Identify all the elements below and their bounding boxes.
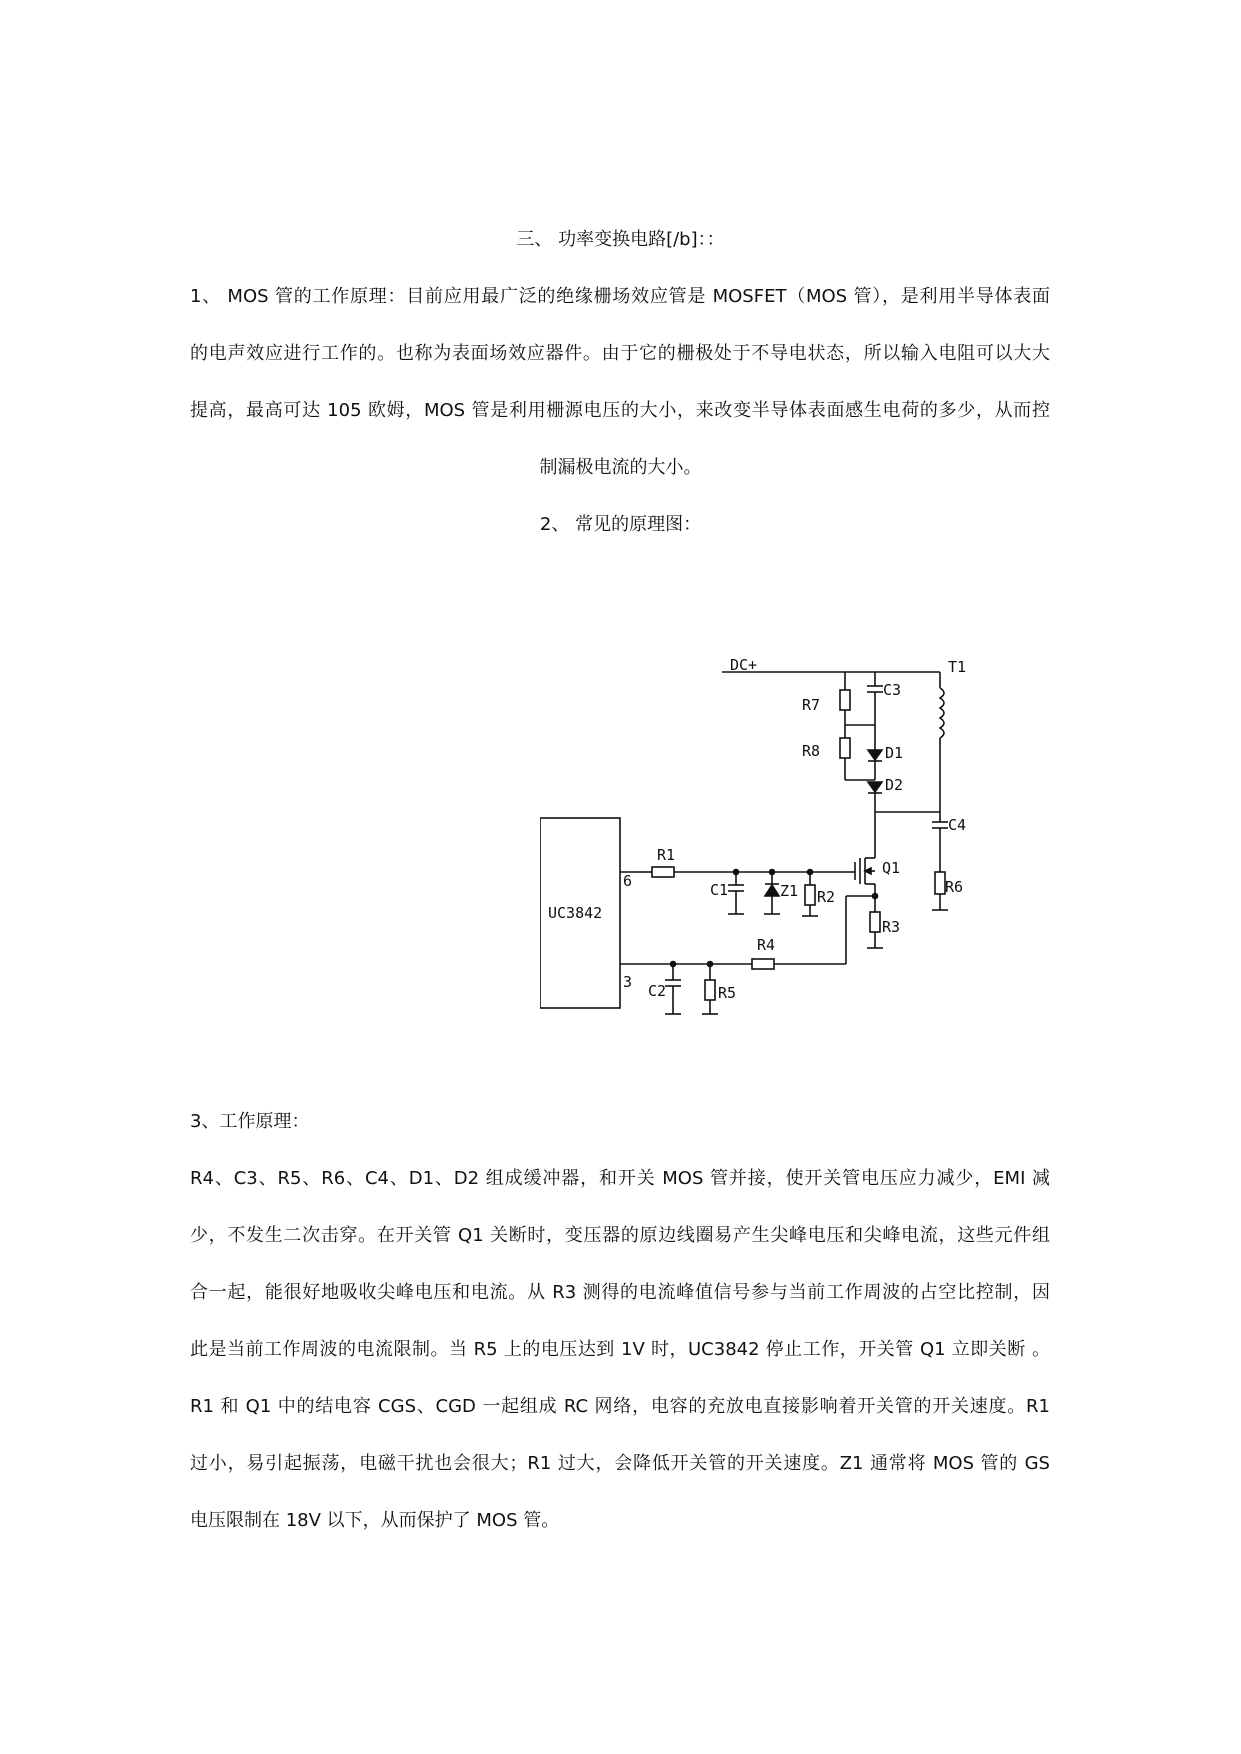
t1-label: T1 — [948, 658, 967, 676]
r5-label: R5 — [718, 984, 737, 1002]
c3-label: C3 — [883, 681, 902, 699]
paragraph-1-line-3: 提高，最高可达 105 欧姆，MOS 管是利用栅源电压的大小，来改变半导体表面感生电荷的多少，从而控 — [190, 400, 1050, 421]
d1-label: D1 — [885, 744, 904, 762]
pin-3-label: 3 — [623, 973, 633, 991]
z1-zener — [765, 885, 779, 896]
paragraph-1-line-1: 1、 MOS 管的工作原理：目前应用最广泛的绝缘栅场效应管是 MOSFET（MOS 管），是利用半导体表面 — [190, 286, 1050, 307]
c1-label: C1 — [710, 881, 729, 899]
subheading-schematic: 2、 常见的原理图： — [539, 514, 702, 535]
dc-plus-label: DC+ — [730, 656, 758, 674]
paragraph-3-line-1: R4、C3、R5、R6、C4、D1、D2 组成缓冲器，和开关 MOS 管并接，使开关管电压应力减少，EMI 减 — [190, 1168, 1050, 1189]
r8-label: R8 — [802, 742, 821, 760]
paragraph-3-line-2: 少，不发生二次击穿。在开关管 Q1 关断时，变压器的原边线圈易产生尖峰电压和尖峰电流，这些元件组 — [190, 1225, 1050, 1246]
r7-resistor — [840, 690, 850, 710]
r8-resistor — [840, 738, 850, 758]
r4-resistor — [752, 959, 774, 969]
r7-label: R7 — [802, 696, 821, 714]
paragraph-3-line-6: 过小，易引起振荡，电磁干扰也会很大；R1 过大，会降低开关管的开关速度。Z1 通常将 MOS 管的 GS — [190, 1453, 1050, 1474]
d1-diode — [868, 750, 882, 760]
r5-resistor — [705, 980, 715, 1000]
paragraph-3-line-3: 合一起，能很好地吸收尖峰电压和电流。从 R3 测得的电流峰值信号参与当前工作周波的占空比控制，因 — [190, 1282, 1050, 1303]
d2-diode — [868, 782, 882, 792]
paragraph-3-line-5: R1 和 Q1 中的结电容 CGS、CGD 一起组成 RC 网络，电容的充放电直接影响着开关管的开关速度。R1 — [190, 1396, 1050, 1417]
z1-label: Z1 — [780, 882, 799, 900]
t1-coil — [940, 688, 944, 738]
paragraph-1-line-4: 制漏极电流的大小。 — [539, 457, 702, 478]
paragraph-1-line-2: 的电声效应进行工作的。也称为表面场效应器件。由于它的栅极处于不导电状态，所以输入电阻可以大大 — [190, 343, 1050, 364]
subheading-working-principle: 3、工作原理： — [190, 1111, 310, 1132]
paragraph-3-line-4: 此是当前工作周波的电流限制。当 R5 上的电压达到 1V 时，UC3842 停止工作，开关管 Q1 立即关断 。 — [190, 1339, 1050, 1360]
r6-label: R6 — [945, 878, 964, 896]
circuit-schematic — [540, 650, 1020, 1070]
paragraph-3-line-7: 电压限制在 18V 以下，从而保护了 MOS 管。 — [190, 1510, 560, 1531]
r3-label: R3 — [882, 918, 901, 936]
uc3842-label: UC3842 — [548, 904, 603, 922]
r2-resistor — [805, 885, 815, 905]
d2-label: D2 — [885, 776, 904, 794]
q1-label: Q1 — [882, 859, 901, 877]
r1-label: R1 — [657, 846, 676, 864]
section-heading: 三、 功率变换电路[/b]：： — [516, 229, 725, 250]
r4-label: R4 — [757, 936, 776, 954]
r3-resistor — [870, 912, 880, 932]
r6-resistor — [935, 872, 945, 894]
r1-resistor — [652, 867, 674, 877]
c4-label: C4 — [948, 816, 967, 834]
c2-label: C2 — [648, 982, 667, 1000]
r2-label: R2 — [817, 888, 836, 906]
pin-6-label: 6 — [623, 872, 633, 890]
